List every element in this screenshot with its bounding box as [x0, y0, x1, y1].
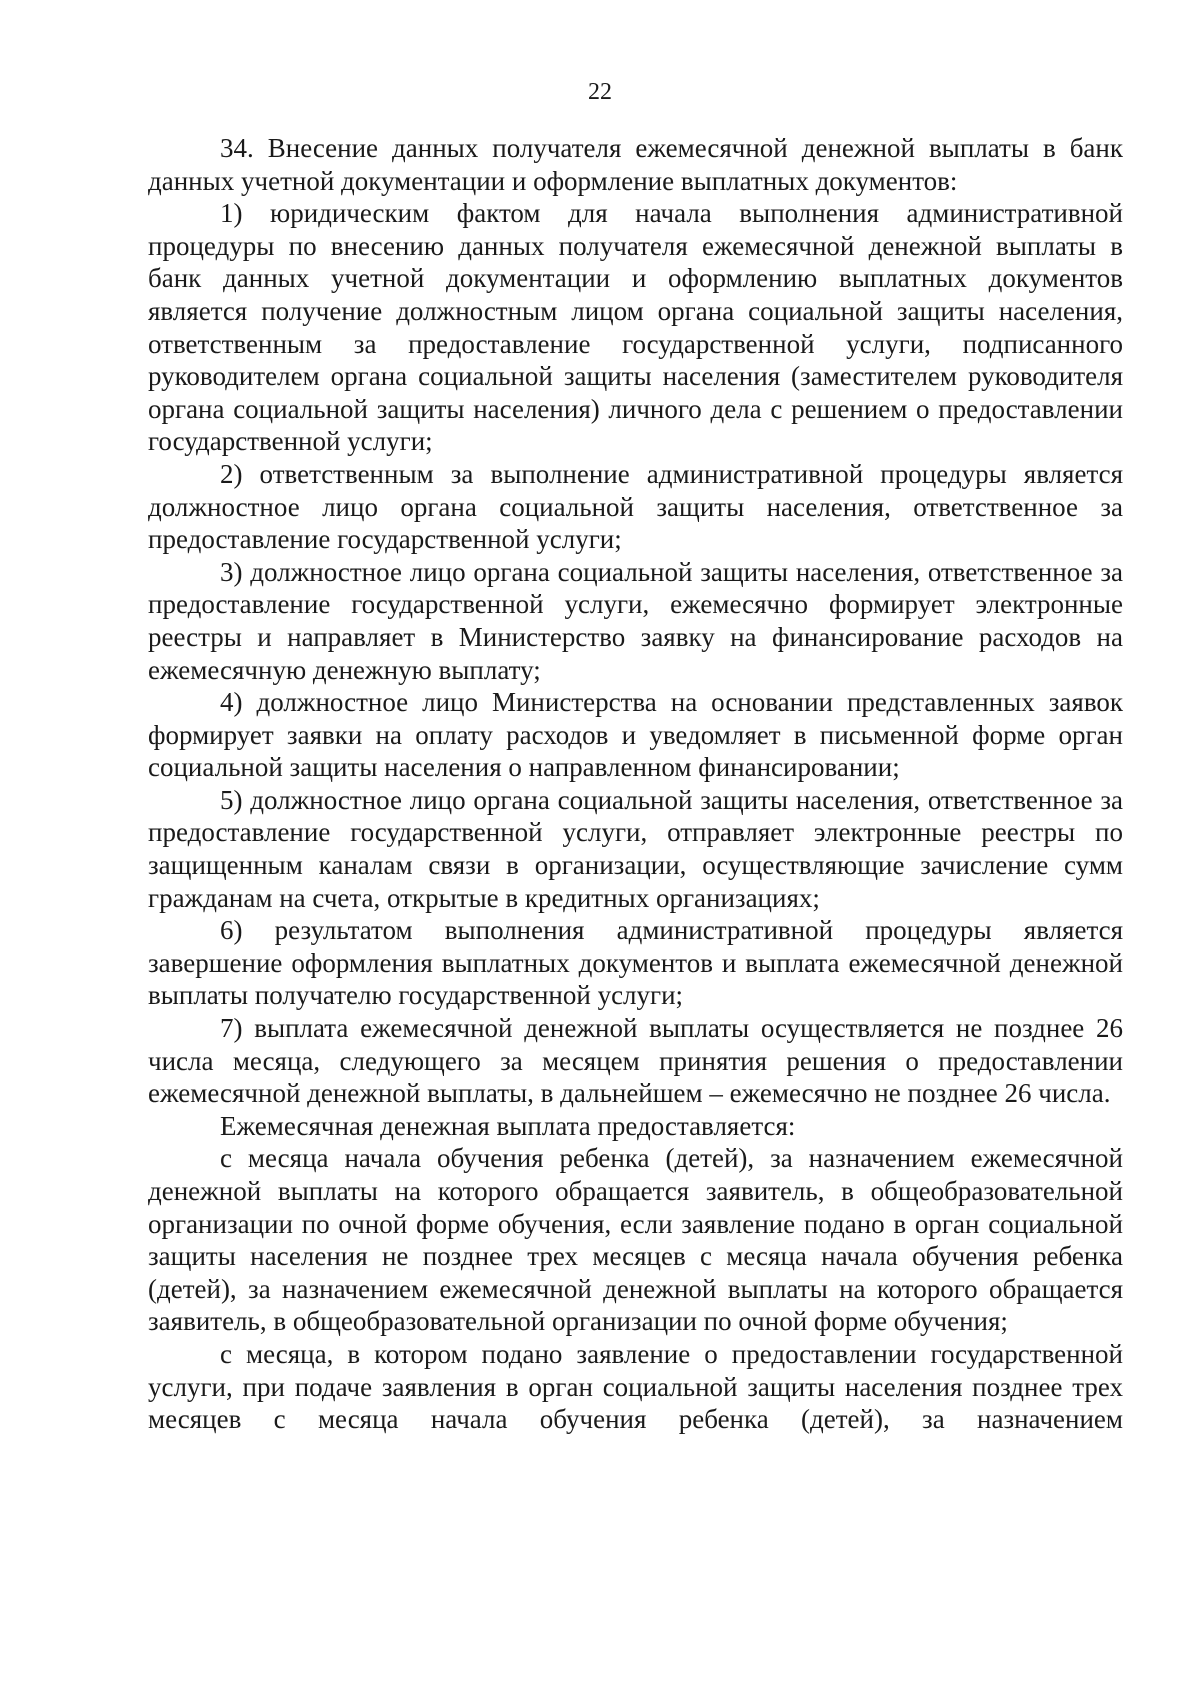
- paragraph-item-4: 4) должностное лицо Министерства на основании представленных заявок формирует заявки на оплату расходов и уведомляет в письменной форме орган социальной защиты населения о направленном финансировании;: [148, 687, 1123, 783]
- paragraph-item-7: 7) выплата ежемесячной денежной выплаты осуществляется не позднее 26 числа месяца, следующего за месяцем принятия решения о предоставлении ежемесячной денежной выплаты, в дальнейшем – ежемесячно не позднее 26 числа.: [148, 1013, 1123, 1109]
- paragraph-payment-case-1: с месяца начала обучения ребенка (детей), за назначением ежемесячной денежной выплаты на которого обращается заявитель, в общеобразовательной организации по очной форме обучения, если заявление подано в орган социальной защиты населения не позднее трех месяцев с месяца начала обучения ребенка (детей), за назначением ежемесячной денежной выплаты на которого обращается заявитель, в общеобразовательной организации по очной форме обучения;: [148, 1143, 1123, 1337]
- paragraph-payment-case-2: с месяца, в котором подано заявление о предоставлении государственной услуги, при подаче заявления в орган социальной защиты населения позднее трех месяцев с месяца начала обучения ребенка (детей), за назначением: [148, 1338, 1123, 1435]
- paragraph-item-3: 3) должностное лицо органа социальной защиты населения, ответственное за предоставление государственной услуги, ежемесячно формирует электронные реестры и направляет в Министерство заявку на финансирование расходов на ежемесячную денежную выплату;: [148, 556, 1123, 685]
- paragraph-item-2: 2) ответственным за выполнение административной процедуры является должностное лицо органа социальной защиты населения, ответственное за предоставление государственной услуги;: [148, 458, 1123, 555]
- paragraph-item-6: 6) результатом выполнения административной процедуры является завершение оформления выплатных документов и выплата ежемесячной денежной выплаты получателю государственной услуги;: [148, 915, 1123, 1011]
- paragraph-34-heading: 34. Внесение данных получателя ежемесячной денежной выплаты в банк данных учетной документации и оформление выплатных документов:: [148, 133, 1123, 196]
- paragraph-payment-intro: Ежемесячная денежная выплата предоставляется:: [220, 1110, 796, 1141]
- paragraph-item-1: 1) юридическим фактом для начала выполнения административной процедуры по внесению данных получателя ежемесячной денежной выплаты в банк данных учетной документации и оформлению выплатных документов является получение должностным лицом органа социальной защиты населения, ответственным за предоставление государственной услуги, подписанного руководителем органа социальной защиты населения (заместителем руководителя органа социальной защиты населения) личного дела с решением о предоставлении государственной услуги;: [148, 198, 1123, 457]
- paragraph-item-5: 5) должностное лицо органа социальной защиты населения, ответственное за предоставление государственной услуги, отправляет электронные реестры по защищенным каналам связи в организации, осуществляющие зачисление сумм гражданам на счета, открытые в кредитных организациях;: [148, 784, 1123, 913]
- page-number: 22: [588, 79, 612, 105]
- document-body: [148, 132, 1123, 1436]
